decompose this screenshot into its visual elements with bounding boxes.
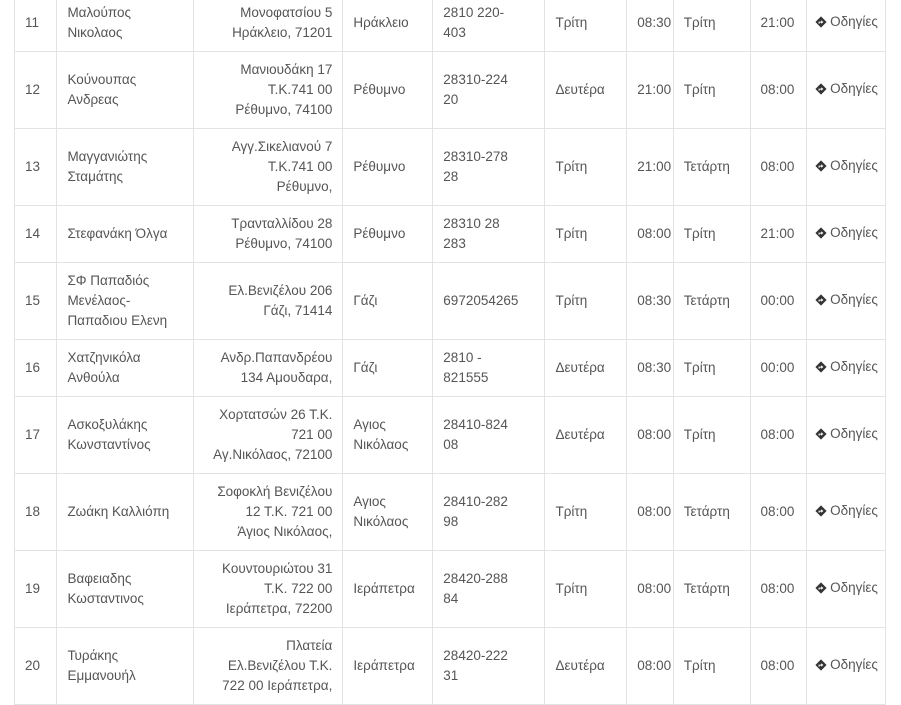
directions-link[interactable] [815,424,878,444]
city-line: Γάζι [353,293,378,308]
to-day-cell: Τρίτη [673,340,750,397]
to-day-cell: Τρίτη [673,0,750,52]
pharmacist-name-line: Τυράκης [67,648,119,663]
from-day-cell: Τρίτη [545,129,627,206]
pharmacist-name-line: Κούνουπας [67,72,137,87]
to-time-cell: 08:00 [750,397,807,474]
pharmacist-name-line: Ανθούλα [67,370,120,385]
directions-diamond-icon [815,16,827,28]
pharmacist-name-line: Μαλούπος [67,5,132,20]
row-number: 14 [15,206,57,263]
pharmacist-name-cell [57,628,193,705]
city-cell [343,551,433,628]
row-number: 17 [15,397,57,474]
pharmacist-name-cell [57,263,193,340]
phone-cell [433,0,545,52]
table-row [15,263,886,340]
row-number: 15 [15,263,57,340]
directions-label: Οδηγίες [830,580,878,595]
pharmacist-name-cell [57,129,193,206]
row-number: 16 [15,340,57,397]
pharmacist-name-line: Νικολαος [67,25,123,40]
from-day-cell: Δευτέρα [545,52,627,129]
from-time-cell: 08:30 [627,263,673,340]
city-cell [343,263,433,340]
address-line: Τ.Κ. 722 00 [264,581,333,596]
to-day-cell: Τρίτη [673,206,750,263]
city-cell [343,0,433,52]
to-time-cell: 08:00 [750,129,807,206]
address-cell [193,0,343,52]
directions-diamond-icon [815,361,827,373]
phone-line: 2810 220- [443,5,505,20]
from-time-cell: 08:00 [627,397,673,474]
directions-cell [807,397,886,474]
address-line: Ελ.Βενιζέλου 206 [228,283,333,298]
to-day-cell: Τρίτη [673,628,750,705]
pharmacist-name-line: Μενέλαος- [67,293,131,308]
from-time-cell: 21:00 [627,52,673,129]
pharmacist-name-line: Παπαδιου Ελενη [67,313,168,328]
city-line: Αγιος [353,494,386,509]
directions-label: Οδηγίες [830,292,878,307]
phone-line: 98 [443,514,459,529]
from-time-cell: 08:00 [627,206,673,263]
row-number: 19 [15,551,57,628]
city-cell [343,474,433,551]
directions-label: Οδηγίες [830,503,878,518]
directions-label: Οδηγίες [830,359,878,374]
to-time-cell: 00:00 [750,340,807,397]
phone-line: 403 [443,25,466,40]
pharmacist-name-cell [57,551,193,628]
to-day-cell: Τρίτη [673,52,750,129]
city-line: Νικόλαος [353,437,409,452]
phone-line: 2810 - [443,350,482,365]
table-row [15,0,886,52]
city-cell [343,206,433,263]
from-day-cell: Δευτέρα [545,397,627,474]
address-line: Ρέθυμνο, 74100 [235,102,333,117]
phone-cell [433,628,545,705]
phone-line: 28310-224 [443,72,508,87]
table-row [15,52,886,129]
pharmacist-name-line: Ανδρεας [67,92,119,107]
from-time-cell: 08:00 [627,551,673,628]
from-day-cell: Τρίτη [545,263,627,340]
directions-cell [807,551,886,628]
pharmacy-table-wrapper [14,0,886,705]
directions-link[interactable] [815,578,878,598]
from-time-cell: 08:30 [627,340,673,397]
directions-cell [807,0,886,52]
directions-label: Οδηγίες [830,81,878,96]
row-number: 12 [15,52,57,129]
phone-line: 28410-824 [443,417,508,432]
address-cell [193,397,343,474]
pharmacist-name-cell [57,52,193,129]
city-line: Αγιος [353,417,386,432]
phone-line: 821555 [443,370,489,385]
directions-link[interactable] [815,655,878,675]
table-row [15,340,886,397]
phone-line: 28420-288 [443,571,508,586]
phone-line: 84 [443,591,459,606]
phone-line: 28410-282 [443,494,508,509]
from-time-cell: 21:00 [627,129,673,206]
from-day-cell: Δευτέρα [545,340,627,397]
address-line: 722 00 Ιεράπετρα, [222,678,333,693]
directions-label: Οδηγίες [830,14,878,29]
city-line: Ιεράπετρα [353,581,415,596]
directions-link[interactable] [815,156,878,176]
pharmacist-name-cell [57,0,193,52]
city-line: Γάζι [353,360,378,375]
row-number: 20 [15,628,57,705]
address-line: 12 Τ.Κ. 721 00 [245,504,333,519]
phone-cell [433,340,545,397]
address-line: Αγγ.Σικελιανού 7 [231,139,333,154]
pharmacist-name-line: Εμμανουήλ [67,668,136,683]
address-line: Ρέθυμνο, 74100 [235,236,333,251]
pharmacist-name-line: Σταμάτης [67,169,124,184]
directions-diamond-icon [815,83,827,95]
address-cell [193,628,343,705]
address-line: Τρανταλλίδου 28 [231,216,333,231]
city-cell [343,340,433,397]
phone-line: 31 [443,668,459,683]
to-time-cell: 21:00 [750,0,807,52]
address-line: Μανιουδάκη 17 [240,62,333,77]
to-time-cell: 08:00 [750,628,807,705]
from-day-cell: Τρίτη [545,0,627,52]
directions-label: Οδηγίες [830,657,878,672]
address-line: Τ.Κ.741 00 [267,82,333,97]
address-line: Ιεράπετρα, 72200 [225,601,333,616]
address-line: Αγ.Νικόλαος, 72100 [213,447,333,462]
to-day-cell: Τετάρτη [673,263,750,340]
row-number: 11 [15,0,57,52]
directions-link[interactable] [815,12,878,32]
city-cell [343,628,433,705]
table-row [15,628,886,705]
address-line: Πλατεία [286,638,333,653]
address-cell [193,340,343,397]
table-row [15,551,886,628]
address-cell [193,551,343,628]
address-line: Ελ.Βενιζέλου Τ.Κ. [227,658,333,673]
city-cell [343,129,433,206]
to-day-cell: Τετάρτη [673,129,750,206]
pharmacy-table-body [15,0,886,705]
from-time-cell: 08:30 [627,0,673,52]
pharmacy-table [14,0,886,705]
to-day-cell: Τετάρτη [673,474,750,551]
phone-cell [433,263,545,340]
address-cell [193,474,343,551]
pharmacist-name-line: Κωνσταντίνος [67,437,151,452]
phone-line: 28310-278 [443,149,508,164]
to-time-cell: 21:00 [750,206,807,263]
row-number: 18 [15,474,57,551]
address-cell [193,52,343,129]
to-time-cell: 08:00 [750,551,807,628]
from-day-cell: Τρίτη [545,206,627,263]
directions-link[interactable] [815,223,878,243]
pharmacist-name-cell [57,474,193,551]
directions-link[interactable] [815,501,878,521]
pharmacist-name-line: ΣΦ Παπαδιός [67,273,150,288]
city-line: Νικόλαος [353,514,409,529]
from-time-cell: 08:00 [627,628,673,705]
directions-cell [807,206,886,263]
directions-diamond-icon [815,582,827,594]
pharmacist-name-cell [57,340,193,397]
pharmacist-name-cell [57,206,193,263]
phone-cell [433,206,545,263]
directions-diamond-icon [815,505,827,517]
table-row [15,206,886,263]
row-number: 13 [15,129,57,206]
directions-link[interactable] [815,290,878,310]
address-line: Χορτατσών 26 Τ.Κ. [219,407,333,422]
directions-cell [807,263,886,340]
table-row [15,129,886,206]
city-cell [343,397,433,474]
address-line: Άγιος Νικόλαος, [237,524,333,539]
city-line: Ρέθυμνο [353,159,406,174]
phone-line: 283 [443,236,466,251]
city-line: Ρέθυμνο [353,82,406,97]
phone-cell [433,397,545,474]
from-day-cell: Τρίτη [545,551,627,628]
to-time-cell: 08:00 [750,52,807,129]
phone-cell [433,474,545,551]
address-line: 134 Αμουδαρα, [240,370,333,385]
directions-diamond-icon [815,428,827,440]
pharmacist-name-line: Μαγγανιώτης [67,149,148,164]
city-cell [343,52,433,129]
phone-line: 28310 28 [443,216,500,231]
phone-line: 08 [443,437,459,452]
pharmacist-name-line: Χατζηνικόλα [67,350,141,365]
phone-cell [433,551,545,628]
address-line: Κουντουριώτου 31 [222,561,333,576]
phone-line: 28 [443,169,459,184]
to-day-cell: Τετάρτη [673,551,750,628]
to-time-cell: 08:00 [750,474,807,551]
address-line: Μονοφατσίου 5 [240,5,333,20]
city-line: Ρέθυμνο [353,226,406,241]
directions-label: Οδηγίες [830,158,878,173]
address-cell [193,206,343,263]
from-day-cell: Τρίτη [545,474,627,551]
directions-link[interactable] [815,357,878,377]
directions-link[interactable] [815,79,878,99]
city-line: Ηράκλειο [353,15,409,30]
to-day-cell: Τρίτη [673,397,750,474]
city-line: Ιεράπετρα [353,658,415,673]
directions-cell [807,628,886,705]
directions-diamond-icon [815,659,827,671]
pharmacist-name-line: Κωσταντινος [67,591,144,606]
table-row [15,397,886,474]
address-line: Γάζι, 71414 [263,303,333,318]
pharmacist-name-line: Ζωάκη Καλλιόπη [67,504,170,519]
phone-line: 6972054265 [443,293,519,308]
directions-cell [807,129,886,206]
directions-label: Οδηγίες [830,225,878,240]
phone-cell [433,129,545,206]
directions-cell [807,340,886,397]
pharmacist-name-line: Βαφειαδης [67,571,132,586]
directions-cell [807,474,886,551]
directions-cell [807,52,886,129]
directions-diamond-icon [815,227,827,239]
pharmacist-name-line: Στεφανάκη Όλγα [67,226,168,241]
from-time-cell: 08:00 [627,474,673,551]
address-line: Ηράκλειο, 71201 [232,25,333,40]
address-line: Σοφοκλή Βενιζέλου [217,484,333,499]
address-line: Τ.Κ.741 00 [267,159,333,174]
directions-label: Οδηγίες [830,426,878,441]
phone-cell [433,52,545,129]
address-line: 721 00 [291,427,333,442]
directions-diamond-icon [815,294,827,306]
address-line: Ρέθυμνο, [276,179,333,194]
from-day-cell: Δευτέρα [545,628,627,705]
pharmacist-name-line: Ασκοξυλάκης [67,417,148,432]
address-cell [193,129,343,206]
address-line: Ανδρ.Παπανδρέου [220,350,333,365]
phone-line: 20 [443,92,459,107]
phone-line: 28420-222 [443,648,508,663]
to-time-cell: 00:00 [750,263,807,340]
pharmacist-name-cell [57,397,193,474]
table-row [15,474,886,551]
directions-diamond-icon [815,160,827,172]
address-cell [193,263,343,340]
